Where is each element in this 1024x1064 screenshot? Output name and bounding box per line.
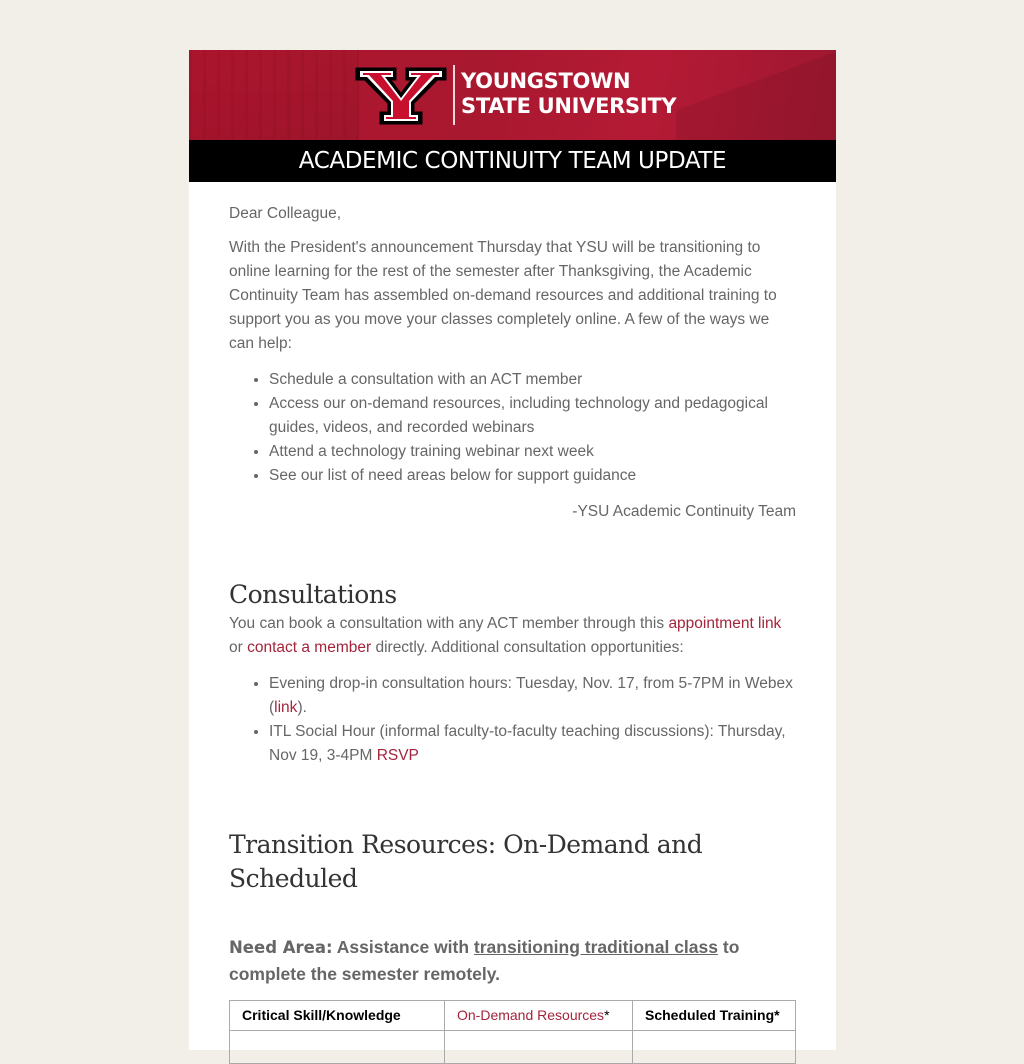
- list-item: • See our list of need areas below for support guidance: [269, 464, 796, 488]
- intro-paragraph: With the President's announcement Thursday that YSU will be transitioning to online learning for the rest of the semester after Thanksgiving, the Academic Continuity Team has assembled on-demand resources and additional training to support you as you move your classes completely online. A few of the ways we can help:: [229, 239, 777, 352]
- list-item: • Access our on-demand resources, including technology and pedagogical guides, videos, and recorded webinars: [269, 392, 796, 440]
- help-list: [229, 368, 796, 488]
- text: directly. Additional consultation opportunities:: [371, 639, 684, 656]
- table-row: [230, 1031, 796, 1064]
- newsletter-title: ACADEMIC CONTINUITY TEAM UPDATE: [189, 140, 836, 182]
- text: to complete the semester remotely.: [229, 937, 740, 984]
- logo-line-2: STATE UNIVERSITY: [461, 94, 677, 118]
- email-body: [189, 50, 836, 1050]
- need-area-heading: [229, 934, 796, 988]
- table-cell: [633, 1031, 796, 1064]
- on-demand-resources-link[interactable]: On-Demand Resources: [457, 1007, 605, 1023]
- text: Evening drop-in consultation hours: Tuesday, Nov. 17, from 5-7PM in Webex (: [269, 675, 793, 716]
- email-content: [189, 182, 836, 1064]
- transition-resources-heading: Transition Resources: On-Demand and Scheduled: [229, 830, 703, 893]
- list-item: • Schedule a consultation with an ACT member: [269, 368, 796, 392]
- asterisk: *: [604, 1007, 610, 1023]
- ysu-y-logo-icon: [355, 65, 447, 125]
- text: ITL Social Hour (informal faculty-to-faculty teaching discussions): Thursday, Nov 19, 3-4PM: [269, 723, 786, 764]
- consultation-list: [229, 672, 796, 768]
- university-name: [461, 69, 676, 119]
- contact-member-link[interactable]: contact a member: [247, 639, 372, 656]
- list-item: [269, 720, 796, 768]
- consultations-heading: Consultations: [229, 580, 397, 609]
- list-item: [269, 672, 796, 720]
- table-header-row: [230, 1001, 796, 1031]
- university-banner: [189, 50, 836, 140]
- text: You can book a consultation with any ACT member through this: [229, 615, 669, 632]
- list-item: • Attend a technology training webinar next week: [269, 440, 796, 464]
- header-on-demand: [445, 1001, 633, 1031]
- greeting: Dear Colleague,: [229, 205, 342, 222]
- banner-facet: [676, 50, 836, 140]
- text: ).: [297, 699, 307, 716]
- signature: -YSU Academic Continuity Team: [572, 503, 796, 520]
- need-area-emphasis: transitioning traditional class: [473, 937, 718, 957]
- logo-line-1: YOUNGSTOWN: [461, 69, 631, 93]
- text: Assistance with: [332, 937, 474, 957]
- table-cell: [445, 1031, 633, 1064]
- logo-divider: [453, 65, 455, 125]
- need-area-label: Need Area:: [229, 938, 333, 957]
- header-scheduled-training: Scheduled Training*: [633, 1001, 796, 1031]
- rsvp-link[interactable]: RSVP: [376, 747, 419, 764]
- header-critical-skill: Critical Skill/Knowledge: [230, 1001, 445, 1031]
- building-watermark: [189, 50, 359, 140]
- table-cell: [230, 1031, 445, 1064]
- text: or: [229, 639, 248, 656]
- consultations-paragraph: [229, 612, 796, 660]
- resources-table: [229, 1000, 796, 1064]
- appointment-link[interactable]: appointment link: [668, 615, 782, 632]
- webex-link[interactable]: link: [274, 699, 298, 716]
